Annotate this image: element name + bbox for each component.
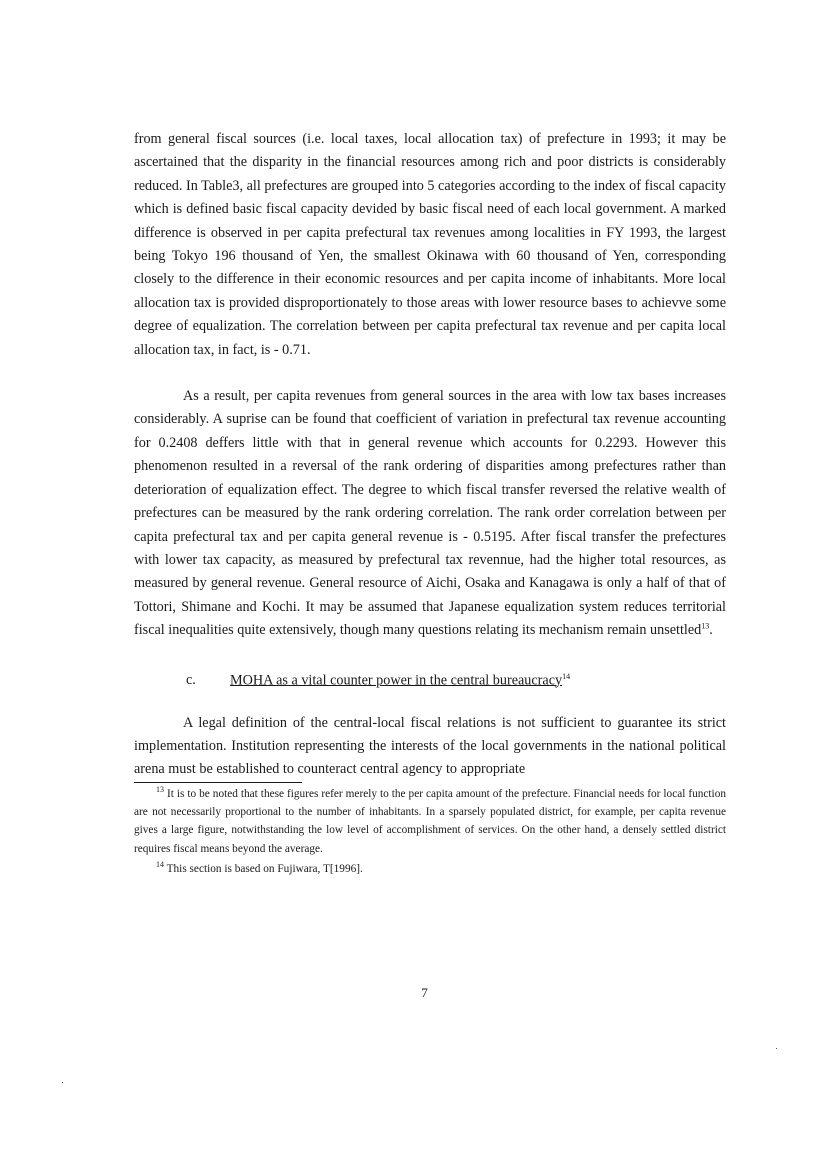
scan-speck xyxy=(62,1082,63,1083)
page-number: 7 xyxy=(421,985,428,1000)
page-body xyxy=(134,128,726,878)
section-heading xyxy=(134,665,726,693)
footnote-14 xyxy=(134,860,726,878)
paragraph-2-text: As a result, per capita revenues from general sources in the area with low tax bases increases considerably. A suprise can be found that coefficient of variation in prefectural tax revenue accounting for 0.2408 deffers little with that in general revenue which accounts for 0.2293. However this phenomenon resulted in a reversal of the rank ordering of disparities among prefectures rather than deterioration of equalization effect. The degree to which fiscal transfer reversed the relative wealth of prefectures can be measured by the rank ordering correlation. The rank order correlation between per capita prefectural tax and per capita general revenue is - 0.5195. After fiscal transfer the prefectures with lower tax capacity, as measured by prefectural tax revennue, had the higher total resources, as measured by general revenue. General resource of Aichi, Osaka and Kanagawa is only a half of that of Tottori, Shimane and Kochi. It may be assumed that Japanese equalization system reduces territorial fiscal inequalities quite extensively, though many questions relating its mechanism remain unsettled xyxy=(134,388,726,639)
footnote-ref-14: 14 xyxy=(562,671,571,681)
paragraph-3: A legal definition of the central-local fiscal relations is not sufficient to guarantee its strict implementation. Institution representing the interests of the local governments in the national political arena must be established to counteract central agency to appropriate xyxy=(134,714,726,778)
footnotes xyxy=(134,785,726,878)
scan-speck xyxy=(776,1048,777,1049)
footnote-ref-13: 13 xyxy=(701,621,710,631)
section-title-wrap xyxy=(230,665,570,693)
footnote-13-text: It is to be noted that these figures refer merely to the per capita amount of the prefecture. Financial needs for local function are not necessarily proportional to the number of inhabitants. In a sparsely populated district, for example, per capita revenue gives a large figure, notwithstanding the low level of accomplishment of services. On the other hand, a densely settled district requires fiscal means beyond the average. xyxy=(134,787,726,855)
section-title: MOHA as a vital counter power in the central bureaucracy xyxy=(230,672,563,689)
paragraph-1: from general fiscal sources (i.e. local taxes, local allocation tax) of prefecture in 1993; it may be ascertained that the disparity in the financial resources among rich and poor districts is considerably reduced. In Table3, all prefectures are grouped into 5 categories according to the index of fiscal capacity which is defined basic fiscal capacity devided by basic fiscal need of each local government. A marked difference is observed in per capita prefectural tax revenues among localities in FY 1993, the largest being Tokyo 196 thousand of Yen, the smallest Okinawa with 60 thousand of Yen, corresponding closely to the difference in their economic resources and per capita income of inhabitants. More local allocation tax is provided disproportionately to those areas with lower resource bases to achievve some degree of equalization. The correlation between per capita prefectural tax revenue and per capita local allocation tax, in fact, is - 0.71. xyxy=(134,131,726,358)
section-letter: c. xyxy=(186,672,196,689)
footnote-14-text: This section is based on Fujiwara, T[1996]. xyxy=(166,863,363,876)
paragraph-2: As a result, per capita revenues from general sources in the area with low tax bases increases considerably. A suprise can be found that coefficient of variation in prefectural tax revenue accounting for 0.2408 deffers little with that in general revenue which accounts for 0.2293. However this phenomenon resulted in a reversal of the rank ordering of disparities among prefectures rather than deterioration of equalization effect. The degree to which fiscal transfer reversed the relative wealth of prefectures can be measured by the rank ordering correlation. The rank order correlation between per capita prefectural tax and per capita general revenue is - 0.5195. After fiscal transfer the prefectures with lower tax capacity, as measured by prefectural tax revennue, had the higher total resources, as measured by general revenue. General resource of Aichi, Osaka and Kanagawa is only a half of that of Tottori, Shimane and Kochi. It may be assumed that Japanese equalization system reduces territorial fiscal inequalities quite extensively, though many questions relating its mechanism remain unsettled$^{13}$. xyxy=(134,388,726,639)
footnote-mark-14: 14 xyxy=(156,860,164,870)
footnote-mark-13: 13 xyxy=(156,785,164,795)
footnote-13 xyxy=(134,785,726,858)
footnote-divider xyxy=(134,782,302,783)
